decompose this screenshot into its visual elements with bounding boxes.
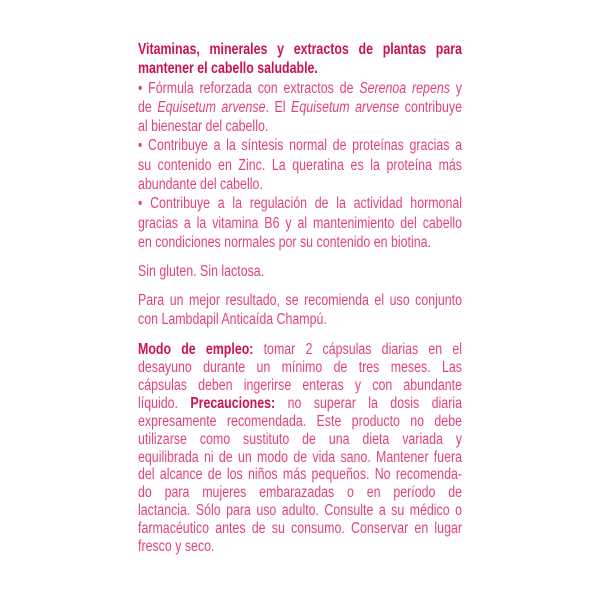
text-segment: abundante del cabello. — [138, 176, 263, 194]
text-segment: equilibrada ni de un modo de vida sano. Mantener fuera — [138, 448, 462, 466]
text-segment: expresamente recomendada. Este producto no debe — [138, 412, 462, 430]
italic-term: Equisetum arvense — [291, 98, 400, 116]
text-segment: con Lambdapil Anticaída Champú. — [138, 310, 327, 328]
text-segment: Sin gluten. Sin lactosa. — [138, 263, 265, 281]
text-line — [138, 520, 462, 538]
text-line — [138, 262, 462, 281]
text-segment: y — [449, 79, 462, 97]
bold-label: mantener el cabello saludable. — [138, 60, 318, 78]
text-line — [138, 214, 462, 233]
text-segment: líquido. — [138, 394, 191, 412]
text-segment: al bienestar del cabello. — [138, 118, 269, 136]
text-segment: • Contribuye a la regulación de la actividad hormonal — [138, 195, 462, 213]
text-segment: gracias a la vitamina B6 y al mantenimiento del cabello — [138, 214, 462, 232]
text-line — [138, 117, 462, 136]
text-segment: tomar 2 cápsulas diarias en el — [253, 341, 462, 359]
paragraph-recommendation — [138, 291, 462, 330]
text-segment: . El — [265, 98, 292, 116]
text-segment: en condiciones normales por su contenido en biotina. — [138, 233, 431, 251]
bold-label: Precauciones: — [190, 394, 276, 412]
text-segment: • Contribuye a la síntesis normal de proteínas gracias a — [138, 137, 462, 155]
text-segment: de — [138, 98, 158, 116]
text-line — [138, 40, 462, 59]
text-line — [138, 466, 462, 484]
text-segment: • Fórmula reforzada con extractos de — [138, 79, 360, 97]
text-line — [138, 359, 462, 377]
paragraph-bullet-hormonal — [138, 194, 462, 252]
text-line — [138, 484, 462, 502]
text-line — [138, 431, 462, 449]
text-line — [138, 79, 462, 98]
text-line — [138, 156, 462, 175]
text-line — [138, 341, 462, 359]
text-segment: farmacéutico antes de su consumo. Conservar en lugar — [138, 520, 462, 538]
bold-label: Modo de empleo: — [138, 341, 254, 359]
italic-term: Serenoa repens — [359, 79, 450, 97]
text-line — [138, 502, 462, 520]
paragraph-allergens — [138, 262, 462, 281]
text-line — [138, 310, 462, 329]
text-line — [138, 175, 462, 194]
text-segment: no superar la dosis diaria — [275, 394, 462, 412]
text-segment: lactancia. Sólo para uso adulto. Consulte a su médico o — [138, 502, 462, 520]
text-segment: contribuye — [399, 98, 463, 116]
paragraph-heading — [138, 40, 462, 79]
bold-label: Vitaminas, minerales y extractos de plantas para — [138, 41, 462, 58]
text-segment: do para mujeres embarazadas o en período de — [138, 484, 462, 502]
text-line — [138, 194, 462, 213]
text-segment: desayuno durante un mínimo de tres meses. Las — [138, 359, 462, 377]
paragraph-bullet-formula — [138, 79, 462, 137]
text-segment: cápsulas deben ingerirse enteras y con abundante — [138, 376, 462, 394]
paragraph-bullet-zinc — [138, 136, 462, 194]
text-segment: Para un mejor resultado, se recomienda el uso conjunto — [138, 291, 462, 309]
text-segment: del alcance de los niños más pequeños. No recomenda- — [138, 466, 462, 484]
text-line — [138, 98, 462, 117]
paragraph-usage — [138, 341, 462, 556]
text-line — [138, 136, 462, 155]
text-line — [138, 538, 462, 556]
text-line — [138, 395, 462, 413]
text-line — [138, 291, 462, 310]
text-line — [138, 377, 462, 395]
text-line — [138, 233, 462, 252]
text-line — [138, 59, 462, 78]
text-segment: su contenido en Zinc. La queratina es la proteína más — [138, 156, 462, 174]
text-line — [138, 449, 462, 467]
product-label-text — [138, 40, 462, 564]
text-segment: utilizarse como sustituto de una dieta variada y — [138, 430, 462, 448]
italic-term: Equisetum arvense — [157, 98, 266, 116]
text-line — [138, 413, 462, 431]
text-segment: fresco y seco. — [138, 537, 215, 555]
